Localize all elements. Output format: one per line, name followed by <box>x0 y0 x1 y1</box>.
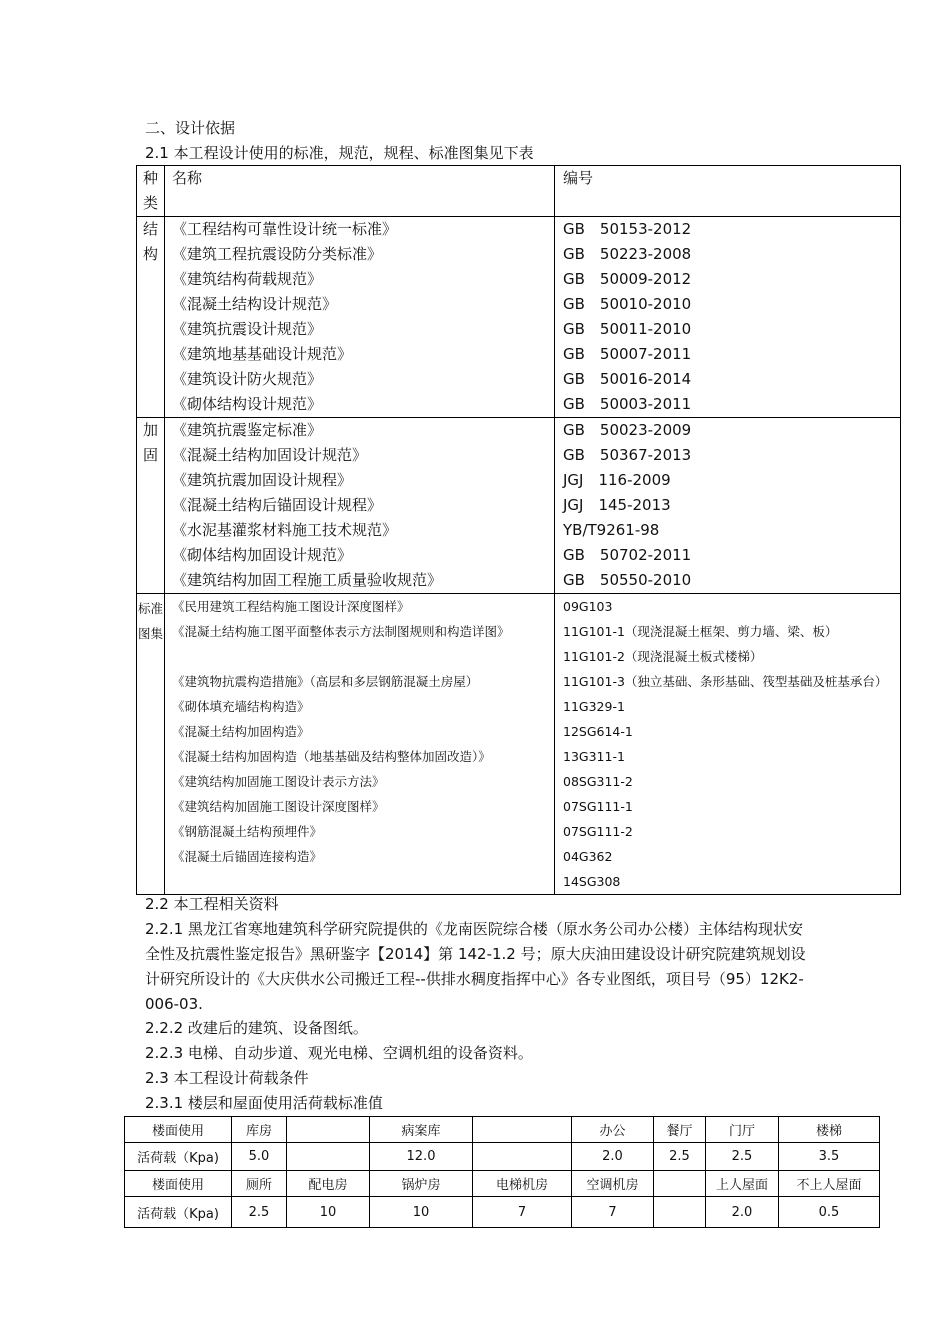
table-cell <box>473 1143 572 1171</box>
code-item: 07SG111-2 <box>563 824 633 839</box>
list-item: 《混凝土结构施工图平面整体表示方法制图规则和构造详图》 <box>172 624 510 639</box>
section-title: 二、设计依据 <box>145 119 236 137</box>
standards-table-caption: 2.1 本工程设计使用的标准，规范，规程、标准图集见下表 <box>145 144 534 162</box>
code-item: GB 50003-2011 <box>563 395 692 413</box>
list-item: 《砌体结构设计规范》 <box>172 395 323 413</box>
table-cell <box>654 1171 706 1197</box>
table-cell <box>287 1117 370 1143</box>
list-item: 《工程结构可靠性设计统一标准》 <box>172 220 398 238</box>
list-item: 《混凝土结构后锚固设计规程》 <box>172 496 383 514</box>
section-2-2-1-text: 2.2.1 黑龙江省寒地建筑科学研究院提供的《龙南医院综合楼（原水务公司办公楼）主体结构现状安全性及抗震性鉴定报告》黑研鉴字【2014】第 142-1.2 号；原大庆油田建设设计研究院建筑规划设计研究所设计的《大庆供水公司搬迁工程--供排水稠度指挥中心》各专业图纸，项目号（95）12K2-006-03. <box>145 920 806 1013</box>
structure-group <box>137 217 901 418</box>
list-item: 《砌体结构加固设计规范》 <box>172 546 353 564</box>
code-item: GB 50223-2008 <box>563 245 692 263</box>
table-cell: 10 <box>287 1197 370 1228</box>
list-item: 《水泥基灌浆材料施工技术规范》 <box>172 521 398 539</box>
code-item: 11G101-3（独立基础、条形基础、筏型基础及桩基承台） <box>563 674 888 689</box>
header-category: 种类 <box>137 166 165 217</box>
category-atlas: 标准图集 <box>137 594 165 895</box>
table-cell: 3.5 <box>779 1143 880 1171</box>
table-cell: 不上人屋面 <box>779 1171 880 1197</box>
code-item: GB 50702-2011 <box>563 546 692 564</box>
table-cell: 2.5 <box>706 1143 779 1171</box>
list-item: 《混凝土结构加固构造（地基基础及结构整体加固改造）》 <box>172 749 491 764</box>
list-item: 《建筑抗震鉴定标准》 <box>172 421 323 439</box>
table-cell <box>287 1143 370 1171</box>
section-2-3-title: 2.3 本工程设计荷载条件 <box>145 1069 309 1087</box>
code-item: 14SG308 <box>563 874 621 889</box>
atlas-group <box>137 594 901 895</box>
list-item: 《建筑抗震加固设计规程》 <box>172 471 353 489</box>
structure-codes <box>555 217 901 418</box>
table-cell: 空调机房 <box>572 1171 654 1197</box>
table-cell: 库房 <box>232 1117 287 1143</box>
list-item: 《混凝土结构加固设计规范》 <box>172 446 368 464</box>
table-cell: 楼梯 <box>779 1117 880 1143</box>
table-row <box>125 1197 880 1228</box>
table-cell: 门厅 <box>706 1117 779 1143</box>
list-item: 《建筑结构加固工程施工质量验收规范》 <box>172 571 443 589</box>
code-item: GB 50011-2010 <box>563 320 692 338</box>
table-row <box>125 1171 880 1197</box>
code-item: GB 50023-2009 <box>563 421 692 439</box>
code-item: 11G101-1（现浇混凝土框架、剪力墙、梁、板） <box>563 624 838 639</box>
table-cell: 2.5 <box>232 1197 287 1228</box>
code-item: JGJ 145-2013 <box>563 496 671 514</box>
list-item: 《建筑地基基础设计规范》 <box>172 345 353 363</box>
table-cell: 配电房 <box>287 1171 370 1197</box>
code-item: JGJ 116-2009 <box>563 471 671 489</box>
list-item: 《建筑结构荷载规范》 <box>172 270 323 288</box>
table-cell: 办公 <box>572 1117 654 1143</box>
code-item: GB 50153-2012 <box>563 220 692 238</box>
table-cell: 厕所 <box>232 1171 287 1197</box>
table-cell: 楼面使用 <box>125 1171 232 1197</box>
strengthening-codes <box>555 418 901 594</box>
list-item: 《混凝土结构加固构造》 <box>172 724 310 739</box>
table-cell: 2.0 <box>572 1143 654 1171</box>
atlas-names <box>165 594 555 895</box>
list-item: 《建筑工程抗震设防分类标准》 <box>172 245 383 263</box>
table-row <box>125 1143 880 1171</box>
table-cell: 电梯机房 <box>473 1171 572 1197</box>
code-item: YB/T9261-98 <box>563 521 660 539</box>
table-cell: 活荷载（Kpa) <box>125 1143 232 1171</box>
code-item: GB 50007-2011 <box>563 345 692 363</box>
table-cell: 餐厅 <box>654 1117 706 1143</box>
code-item: 11G101-2（现浇混凝土板式楼梯） <box>563 649 763 664</box>
table-cell: 12.0 <box>370 1143 473 1171</box>
structure-names <box>165 217 555 418</box>
live-load-table <box>124 1116 880 1228</box>
table-cell: 10 <box>370 1197 473 1228</box>
section-2-2-2-text: 2.2.2 改建后的建筑、设备图纸。 <box>145 1019 368 1037</box>
code-item: 07SG111-1 <box>563 799 633 814</box>
strengthening-names <box>165 418 555 594</box>
category-structure: 结构 <box>137 217 165 418</box>
list-item: 《民用建筑工程结构施工图设计深度图样》 <box>172 599 410 614</box>
code-item: 09G103 <box>563 599 613 614</box>
list-item: 《建筑结构加固施工图设计深度图样》 <box>172 799 385 814</box>
category-strengthening: 加固 <box>137 418 165 594</box>
code-item: GB 50367-2013 <box>563 446 692 464</box>
list-item: 《建筑抗震设计规范》 <box>172 320 323 338</box>
list-item: 《建筑结构加固施工图设计表示方法》 <box>172 774 385 789</box>
list-item: 《砌体填充墙结构构造》 <box>172 699 310 714</box>
table-cell: 7 <box>473 1197 572 1228</box>
list-item: 《建筑设计防火规范》 <box>172 370 323 388</box>
table-cell: 2.0 <box>706 1197 779 1228</box>
code-item: GB 50009-2012 <box>563 270 692 288</box>
section-2-2-title: 2.2 本工程相关资料 <box>145 895 279 913</box>
code-item: 12SG614-1 <box>563 724 633 739</box>
table-cell: 7 <box>572 1197 654 1228</box>
table-cell: 2.5 <box>654 1143 706 1171</box>
code-item: GB 50550-2010 <box>563 571 692 589</box>
table-cell: 0.5 <box>779 1197 880 1228</box>
list-item: 《建筑物抗震构造措施》（高层和多层钢筋混凝土房屋） <box>172 674 479 689</box>
table-cell: 楼面使用 <box>125 1117 232 1143</box>
table-cell <box>654 1197 706 1228</box>
table-cell: 病案库 <box>370 1117 473 1143</box>
code-item: 04G362 <box>563 849 613 864</box>
header-name: 名称 <box>165 166 555 217</box>
table-row <box>125 1117 880 1143</box>
table-cell: 锅炉房 <box>370 1171 473 1197</box>
section-2-2-3-text: 2.2.3 电梯、自动步道、观光电梯、空调机组的设备资料。 <box>145 1044 533 1062</box>
code-item: GB 50010-2010 <box>563 295 692 313</box>
table-cell <box>473 1117 572 1143</box>
list-item: 《钢筋混凝土结构预埋件》 <box>172 824 323 839</box>
code-item: GB 50016-2014 <box>563 370 692 388</box>
table-cell: 5.0 <box>232 1143 287 1171</box>
list-item: 《混凝土结构设计规范》 <box>172 295 338 313</box>
code-item: 08SG311-2 <box>563 774 633 789</box>
standards-table <box>136 165 901 895</box>
code-item: 13G311-1 <box>563 749 625 764</box>
atlas-codes <box>555 594 901 895</box>
table-cell: 活荷载（Kpa) <box>125 1197 232 1228</box>
header-code: 编号 <box>555 166 901 217</box>
list-item: 《混凝土后锚固连接构造》 <box>172 849 323 864</box>
code-item: 11G329-1 <box>563 699 625 714</box>
table-cell: 上人屋面 <box>706 1171 779 1197</box>
strengthening-group <box>137 418 901 594</box>
section-2-3-1-title: 2.3.1 楼层和屋面使用活荷载标准值 <box>145 1094 383 1112</box>
